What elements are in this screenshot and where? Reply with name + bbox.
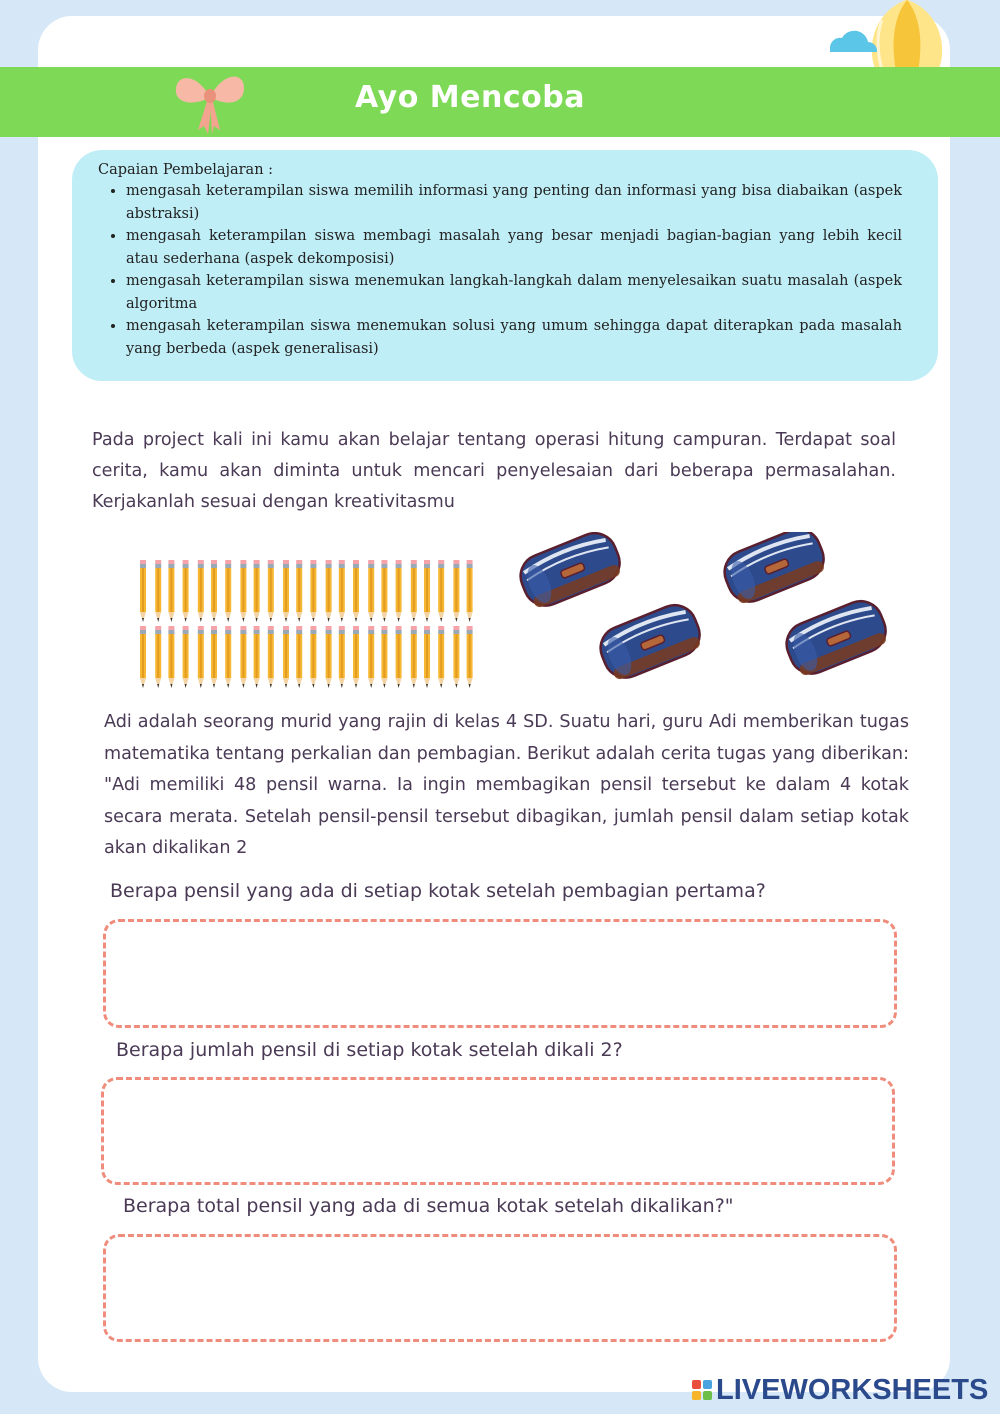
pencil [240, 560, 246, 622]
pencil [453, 560, 459, 622]
pencil [211, 560, 217, 622]
learning-goal-item: • mengasah keterampilan siswa menemukan solusi yang umum sehingga dapat diterapkan pada masalah yang berbeda (aspek generalisasi) [126, 315, 902, 360]
pencil [155, 560, 161, 622]
learning-goals-box [72, 150, 938, 381]
pencil [296, 560, 302, 622]
pencil [183, 626, 189, 688]
pencil [368, 560, 374, 622]
learning-goal-item: • mengasah keterampilan siswa menemukan langkah-langkah dalam menyelesaikan suatu masalah (aspek algoritma [126, 270, 902, 315]
question-1: Berapa pensil yang ada di setiap kotak setelah pembagian pertama? [110, 880, 766, 902]
pencil [339, 560, 345, 622]
story-paragraph: Adi adalah seorang murid yang rajin di kelas 4 SD. Suatu hari, guru Adi memberikan tugas matematika tentang perkalian dan pembagian. Berikut adalah cerita tugas yang diberikan: "Adi memiliki 48 pensil warna. Ia ingin membagikan pensil tersebut ke dalam 4 kotak secara merata. Setelah pensil-pensil tersebut dibagikan, jumlah pensil dalam setiap kotak akan dikalikan 2 [104, 712, 909, 858]
pencil [283, 626, 289, 688]
pencil [198, 626, 204, 688]
pencil [168, 560, 174, 622]
pencil [396, 560, 402, 622]
learning-goal-item: • mengasah keterampilan siswa memilih informasi yang penting dan informasi yang bisa diabaikan (aspek abstraksi) [126, 180, 902, 225]
answer-box-1[interactable] [103, 919, 897, 1028]
question-2: Berapa jumlah pensil di setiap kotak setelah dikali 2? [116, 1039, 623, 1061]
pencil-case-group [514, 532, 892, 684]
pencil [368, 626, 374, 688]
pencil [283, 560, 289, 622]
pencil-case [780, 595, 892, 681]
liveworksheets-logo [692, 1374, 988, 1406]
pencil-case [718, 532, 830, 608]
pencil [155, 626, 161, 688]
pencil [326, 560, 332, 622]
liveworksheets-brand: LIVEWORKSHEETS [716, 1373, 989, 1406]
learning-goals-title: Capaian Pembelajaran : [98, 162, 274, 178]
pencil [396, 626, 402, 688]
learning-goals-list [98, 180, 902, 360]
pencil [140, 560, 146, 622]
pencil [198, 560, 204, 622]
learning-goal-item: • mengasah keterampilan siswa membagi masalah yang besar menjadi bagian-bagian yang lebih kecil atau sederhana (aspek dekomposisi) [126, 225, 902, 270]
pencil [381, 626, 387, 688]
pencil [183, 560, 189, 622]
question-3: Berapa total pensil yang ada di semua kotak setelah dikalikan?" [123, 1195, 734, 1217]
pencil [424, 560, 430, 622]
pencil [310, 560, 316, 622]
liveworksheets-logo-icon [692, 1380, 712, 1400]
pencil [438, 626, 444, 688]
pencil [168, 626, 174, 688]
pencil [225, 626, 231, 688]
page-title: Ayo Mencoba [355, 80, 585, 115]
pencil [353, 626, 359, 688]
answer-box-3[interactable] [103, 1234, 897, 1342]
pencil [467, 626, 473, 688]
pencil [326, 626, 332, 688]
pencil [339, 626, 345, 688]
pencil [225, 560, 231, 622]
pencil [268, 560, 274, 622]
pencil [254, 626, 260, 688]
pencil [353, 560, 359, 622]
intro-paragraph: Pada project kali ini kamu akan belajar tentang operasi hitung campuran. Terdapat soal cerita, kamu akan diminta untuk mencari penyelesaian dari beberapa permasalahan. Kerjakanlah sesuai dengan kreativitasmu [92, 430, 896, 512]
answer-box-2[interactable] [101, 1077, 895, 1185]
pencil [438, 560, 444, 622]
pencil-group [140, 560, 473, 688]
pencil [453, 626, 459, 688]
pencils-and-cases-illustration [136, 532, 896, 700]
pencil [424, 626, 430, 688]
pencil [240, 626, 246, 688]
pencil-case [594, 599, 706, 685]
pencil [254, 560, 260, 622]
pencil [381, 560, 387, 622]
pencil [310, 626, 316, 688]
pencil [411, 560, 417, 622]
pencil [268, 626, 274, 688]
pencil [467, 560, 473, 622]
pencil [140, 626, 146, 688]
pencil [211, 626, 217, 688]
pencil [411, 626, 417, 688]
pencil-case [514, 532, 626, 612]
pencil [296, 626, 302, 688]
